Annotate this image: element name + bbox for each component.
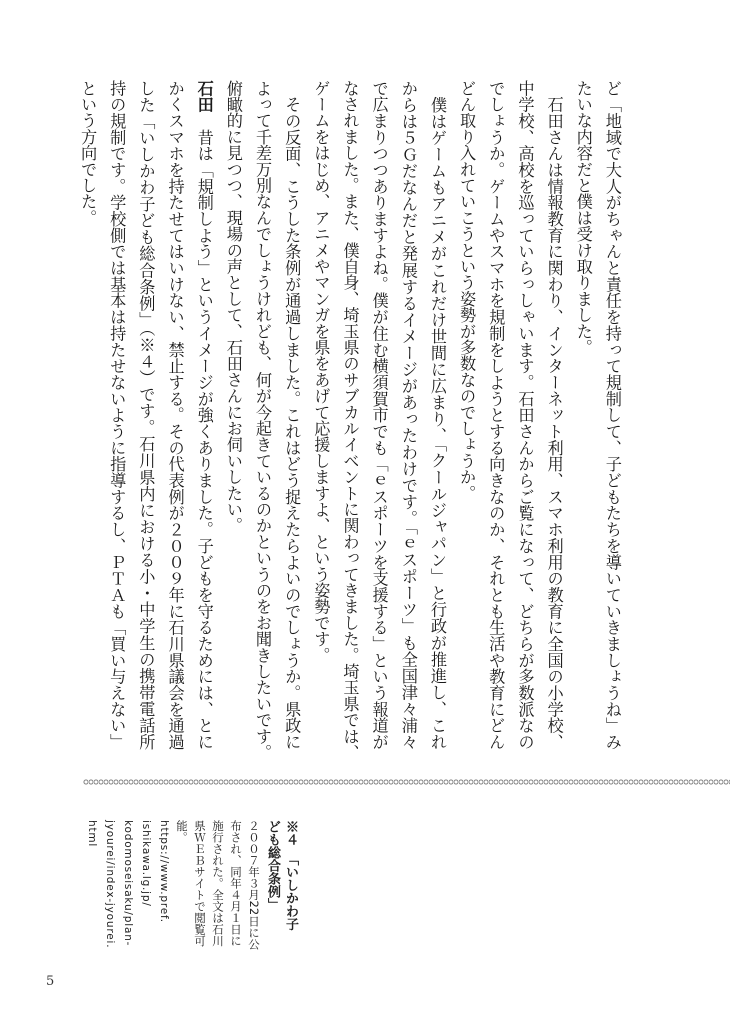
footnote-line: 能。	[175, 820, 189, 843]
page-number: 5	[46, 974, 55, 989]
text-column: よって千差万別なんでしょうけれども、何が今起きているのかというのをお聞きしたいです。	[253, 80, 273, 761]
text-column: ど「地域で大人がちゃんと責任を持って規制して、子どもたちを導いていきましょうね」み	[602, 80, 622, 750]
text-column: で広まりつつありますよね。僕が住む横須賀市でも「ｅスポーツを支援する」という報道が	[369, 80, 389, 750]
text-column: でしょうか。ゲームやスマホを規制をしようとする向きなのか、それとも生活や教育にどん	[486, 80, 506, 750]
text-column: 俯瞰的に見つつ、現場の声として、石田さんにお伺いしたい。	[223, 80, 243, 534]
footnote-line: 施行された。全文は石川	[211, 820, 225, 947]
speaker-name: 石田	[194, 80, 214, 113]
text-column: 中学校、高校を巡っていらっしゃいます。石田さんからご覧になって、どちらが多数派なの	[515, 80, 535, 750]
text-column: 持の規制です。学校側では基本は持たせないように指導するし、ＰＴＡも「買い与えない」	[107, 80, 127, 750]
speaker-text: 昔は「規制しよう」というイメージが強くありました。子どもを守るためには、とに	[194, 112, 214, 750]
footnote-url: kodomoseisaku/plan-	[122, 820, 134, 947]
text-column: からは５Ｇだなんだと発展するイメージがあったわけです。「ｅスポーツ」も全国津々浦々	[398, 80, 418, 750]
text-column: どん取り入れていこうという姿勢が多数なのでしょうか。	[457, 80, 477, 502]
footnote-url: jyourei/index-jyourei.	[104, 820, 116, 949]
footnote	[83, 820, 299, 950]
footnote-title: ども総合条例」	[265, 820, 280, 911]
text-column: した「いしかわ子ども総合条例」（※４）です。石川県内における小・中学生の携帯電話所	[136, 80, 156, 750]
footnote-line: ２００７年３月22日に公	[247, 820, 261, 950]
footnote-title: ※４ 「いしかわ子	[283, 820, 298, 931]
footnote-line: 布され、同年４月１日に	[229, 820, 243, 947]
footnote-line: 県ＷＥＢサイトで閲覧可	[193, 820, 207, 947]
main-body-text	[73, 80, 627, 761]
text-column: 僕はゲームもアニメがこれだけ世間に広まり、「クールジャパン」と行政が推進し、これ	[427, 80, 447, 750]
text-column: なされました。また、僕自身、埼玉県のサブカルイベントに関わってきました。埼玉県では、	[340, 80, 360, 761]
text-column: ゲームをはじめ、アニメやマンガを県をあげて応援しますよ、という姿勢です。	[311, 80, 331, 664]
footnote-url: ishikawa.lg.jp/	[140, 820, 152, 907]
footnote-divider	[83, 779, 730, 785]
text-column-speaker	[190, 80, 219, 750]
footnote-url: https://www.pref.	[158, 820, 170, 923]
text-column: その反面、こうした条例が通過しました。これはどう捉えたらよいのでしょうか。県政に	[282, 80, 302, 750]
text-column: 石田さんは情報教育に関わり、インターネット利用、スマホ利用の教育に全国の小学校、	[544, 80, 564, 750]
text-column: かくスマホを持たせてはいけない、禁止する。その代表例が２００９年に石川県議会を通過	[165, 80, 185, 750]
text-column: たいな内容だと僕は受け取りました。	[573, 80, 593, 356]
footnote-url: html	[86, 820, 98, 848]
text-column: という方向でした。	[78, 80, 98, 226]
